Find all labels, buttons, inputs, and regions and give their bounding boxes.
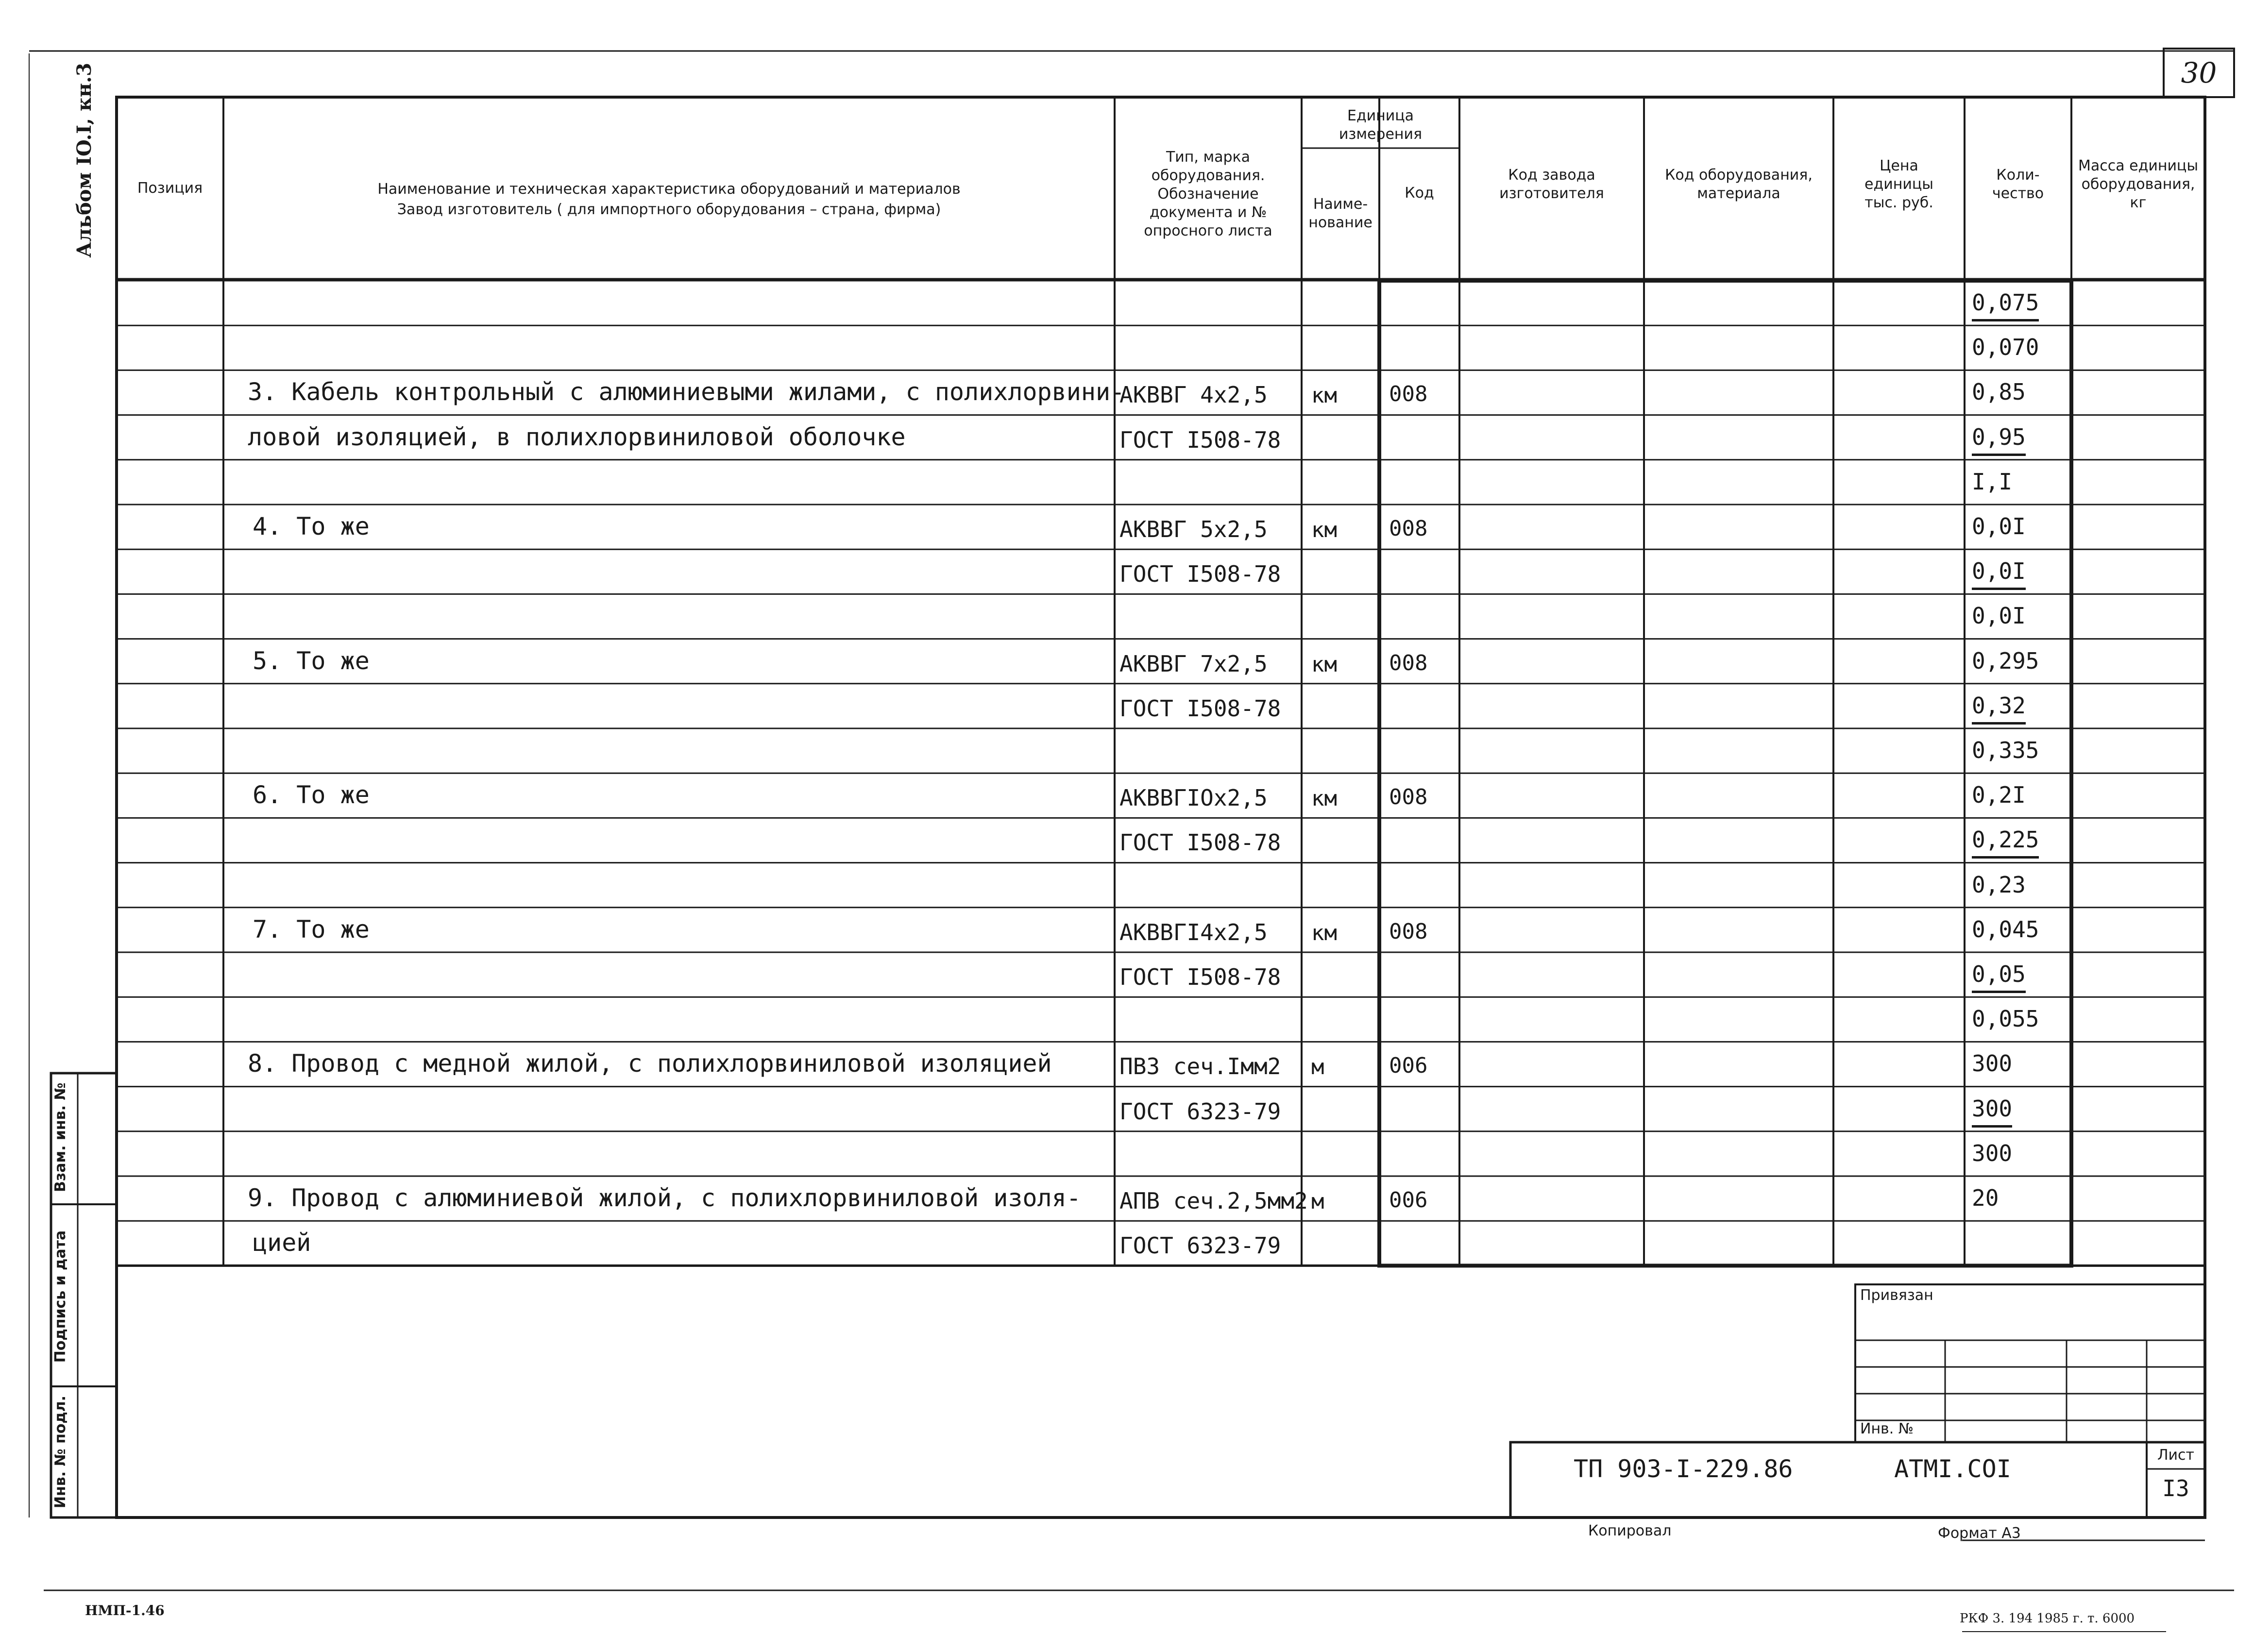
row-quantity: 0,23 — [1972, 871, 2026, 898]
row-unit: км — [1311, 652, 1337, 677]
row-name: 7. То же — [253, 915, 370, 944]
row-unit: м — [1311, 1055, 1324, 1080]
unit-name-header: Наиме-нование — [1308, 196, 1373, 231]
row-name: 9. Провод с алюминиевой жилой, с полихлорвиниловой изоля- — [248, 1184, 1081, 1212]
row-type: АКВВГ 5х2,5 — [1119, 516, 1268, 542]
row-name: цией — [253, 1229, 311, 1257]
row-quantity: 0,0I — [1972, 603, 2026, 629]
row-unit: км — [1311, 383, 1337, 408]
inv-no-label: Инв. № — [1860, 1420, 1914, 1437]
row-quantity: 0,32 — [1972, 691, 2026, 725]
row-name: 8. Провод с медной жилой, с полихлорвиниловой изоляцией — [248, 1049, 1052, 1078]
row-quantity: 0,055 — [1972, 1006, 2039, 1032]
price-header: Цена единицы тыс. руб. — [1864, 157, 1933, 211]
row-quantity: 0,070 — [1972, 334, 2039, 361]
row-type: ГОСТ I508-78 — [1119, 829, 1281, 856]
row-type: ГОСТ I508-78 — [1119, 964, 1281, 990]
row-code: 006 — [1389, 1053, 1428, 1079]
privyazan-label: Привязан — [1860, 1287, 1933, 1304]
row-unit: км — [1311, 786, 1337, 811]
row-code: 006 — [1389, 1188, 1428, 1213]
podpis-label: Подпись и дата — [52, 1230, 69, 1363]
row-name: 4. То же — [253, 512, 370, 540]
row-quantity: 20 — [1972, 1185, 1999, 1211]
kopiroval-label: Копировал — [1588, 1522, 1672, 1539]
row-quantity: 0,335 — [1972, 737, 2039, 763]
name-header-line1: Наименование и техническая характеристика оборудований и материалов — [377, 181, 961, 198]
row-name: 3. Кабель контрольный с алюминиевыми жилами, с полихлорвини- — [248, 378, 1125, 406]
type-header: Тип, марка оборудования. Обозначение документа и № опросного листа — [1144, 149, 1272, 239]
row-code: 008 — [1389, 919, 1428, 944]
row-quantity: 0,225 — [1972, 825, 2039, 859]
doc-number: ТП 903-I-229.86 — [1574, 1455, 1793, 1483]
row-type: АКВВГ 4х2,5 — [1119, 382, 1268, 408]
row-code: 008 — [1389, 785, 1428, 810]
unit-group-header: Единица измерения — [1339, 107, 1423, 143]
row-type: АПВ сеч.2,5мм2 — [1119, 1188, 1308, 1214]
name-header-line2: Завод изготовитель ( для импортного оборудования – страна, фирма) — [397, 201, 941, 218]
row-quantity: 0,95 — [1972, 422, 2026, 456]
left-code: НМП-1.46 — [85, 1602, 165, 1618]
row-code: 008 — [1389, 516, 1428, 541]
row-code: 008 — [1389, 382, 1428, 407]
row-type: АКВВГIOх2,5 — [1119, 785, 1268, 811]
row-type: ГОСТ 6323-79 — [1119, 1098, 1281, 1125]
row-type: ГОСТ I508-78 — [1119, 426, 1281, 453]
row-quantity: 300 — [1972, 1094, 2012, 1128]
row-quantity: I,I — [1972, 468, 2013, 495]
row-type: ГОСТ I508-78 — [1119, 695, 1281, 722]
sheet-label: Лист — [2157, 1447, 2195, 1464]
inv-label: Инв. № подл. — [52, 1395, 69, 1509]
row-code: 008 — [1389, 650, 1428, 675]
position-header: Позиция — [137, 179, 203, 197]
row-name: 5. То же — [253, 646, 370, 675]
row-quantity: 0,0I — [1972, 513, 2026, 539]
vzam-label: Взам. инв. № — [52, 1082, 69, 1192]
unit-code-header: Код — [1405, 184, 1434, 202]
row-unit: км — [1311, 518, 1337, 542]
equipment-code-header: Код оборудования, материала — [1665, 167, 1813, 202]
row-quantity: 0,2I — [1972, 782, 2026, 809]
row-quantity: 300 — [1972, 1050, 2013, 1077]
row-quantity: 0,295 — [1972, 647, 2039, 674]
row-type: ПВЗ сеч.Iмм2 — [1119, 1053, 1281, 1080]
row-quantity: 0,0I — [1972, 556, 2026, 590]
row-type: АКВВГ 7х2,5 — [1119, 650, 1268, 677]
sheet-value: I3 — [2162, 1475, 2189, 1501]
row-type: АКВВГI4х2,5 — [1119, 919, 1268, 945]
row-quantity: 0,05 — [1972, 960, 2026, 993]
page-number: 30 — [2181, 56, 2217, 89]
row-name: ловой изоляцией, в полихлорвиниловой оболочке — [248, 422, 906, 451]
doc-mark: АТМI.COI — [1894, 1455, 2011, 1483]
row-type: ГОСТ 6323-79 — [1119, 1232, 1281, 1259]
factory-code-header: Код завода изготовителя — [1499, 167, 1604, 202]
format-label: Формат А3 — [1938, 1525, 2021, 1542]
row-type: ГОСТ I508-78 — [1119, 561, 1281, 588]
row-unit: м — [1311, 1189, 1324, 1214]
row-unit: км — [1311, 920, 1337, 945]
row-quantity: 0,85 — [1972, 379, 2026, 405]
row-quantity: 300 — [1972, 1140, 2013, 1166]
mass-header: Масса единицы оборудования, кг — [2078, 157, 2199, 211]
right-code: РКФ 3. 194 1985 г. т. 6000 — [1960, 1611, 2135, 1626]
row-quantity: 0,075 — [1972, 288, 2039, 321]
row-name: 6. То же — [253, 781, 370, 809]
row-quantity: 0,045 — [1972, 916, 2039, 943]
quantity-header: Коли-чество — [1992, 167, 2044, 202]
album-label: Альбом IO.I, кн.3 — [73, 63, 96, 258]
